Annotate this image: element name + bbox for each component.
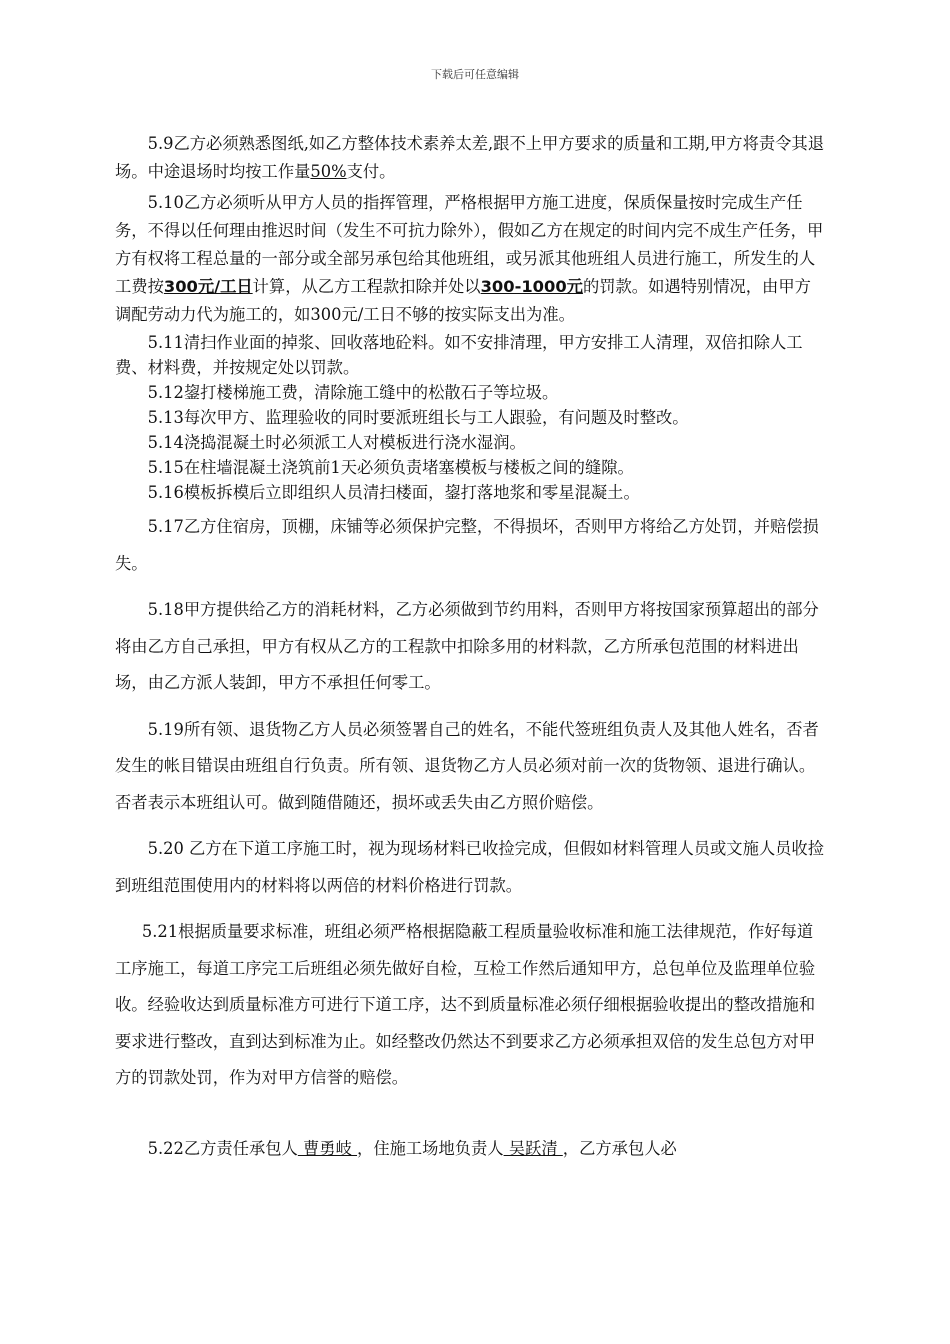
clause-5-10-text-3: 的罚款。如遇特别情况，由甲方调配劳动力代为施工的，如300元/工日不够的按实际支出为准。 [115, 277, 811, 324]
clause-5-22-text-1: 5.22乙方责任承包人 [147, 1138, 298, 1158]
clause-5-11: 5.11清扫作业面的掉浆、回收落地砼料。如不安排清理，甲方安排工人清理，双倍扣除人工费、材料费，并按规定处以罚款。 [115, 333, 803, 377]
clause-5-20: 5.20 乙方在下道工序施工时，视为现场材料已收捡完成，但假如材料管理人员或文施人员收捡到班组范围使用内的材料将以两倍的材料价格进行罚款。 [115, 839, 824, 895]
clause-5-16: 5.16模板拆模后立即组织人员清扫楼面，鋆打落地浆和零星混凝土。 [147, 483, 640, 502]
clause-5-19: 5.19所有领、退货物乙方人员必须签署自己的姓名，不能代签班组负责人及其他人姓名，否者发生的帐目错误由班组自行负责。所有领、退货物乙方人员必须对前一次的货物领、退进行确认。否者表示本班组认可。做到随借随还，损坏或丢失由乙方照价赔偿。 [115, 719, 819, 812]
clause-5-22 [115, 1131, 827, 1168]
clause-5-17: 5.17乙方住宿房，顶棚，床铺等必须保护完整，不得损坏，否则甲方将给乙方处罚，并赔偿损失。 [115, 517, 819, 573]
clause-5-10-text-1: 5.10乙方必须听从甲方人员的指挥管理，严格根据甲方施工进度，保质保量按时完成生产任务，不得以任何理由推迟时间（发生不可抗力除外），假如乙方在规定的时间内完不成生产任务，甲方有权将工程总量的一部分或全部另承包给其他班组，或另派其他班组人员进行施工，所发生的人工费按 [115, 193, 824, 296]
clause-5-9-tail: 支付。 [346, 162, 396, 181]
clause-5-10-fine-range: 300-1000元 [480, 277, 583, 296]
clause-5-12: 5.12鋆打楼梯施工费，清除施工缝中的松散石子等垃圾。 [147, 383, 559, 402]
clause-5-22-text-2: ，住施工场地负责人 [357, 1138, 504, 1158]
clause-5-10 [115, 189, 827, 329]
clause-5-9 [115, 130, 827, 186]
clause-5-14: 5.14浇捣混凝土时必须派工人对模板进行浇水湿润。 [147, 433, 526, 452]
clause-5-9-percent: 50% [310, 162, 347, 181]
clause-5-10-text-2: 计算，从乙方工程款扣除并处以 [252, 277, 481, 296]
clause-5-10-labor-rate: 300元/工日 [163, 277, 253, 296]
clause-5-22-site-manager-name: 吴跃清 [503, 1138, 563, 1158]
clause-5-18: 5.18甲方提供给乙方的消耗材料，乙方必须做到节约用料，否则甲方将按国家预算超出的部分将由乙方自己承担，甲方有权从乙方的工程款中扣除多用的材料款，乙方所承包范围的材料进出场，由乙方派人装卸，甲方不承担任何零工。 [115, 600, 819, 692]
document-body [115, 130, 827, 1167]
clause-5-22-text-3: ，乙方承包人必 [562, 1138, 677, 1158]
clause-5-21: 5.21根据质量要求标准，班组必须严格根据隐蔽工程质量验收标准和施工法律规范，作好每道工序施工，每道工序完工后班组必须先做好自检，互检工作然后通知甲方，总包单位及监理单位验收。经验收达到质量标准方可进行下道工序，达不到质量标准必须仔细根据验收提出的整改措施和要求进行整改，直到达到标准为止。如经整改仍然达不到要求乙方必须承担双倍的发生总包方对甲方的罚款处罚，作为对甲方信誉的赔偿。 [115, 922, 816, 1087]
clause-5-9-text: 5.9乙方必须熟悉图纸,如乙方整体技术素养太差,跟不上甲方要求的质量和工期,甲方将责令其退场。中途退场时均按工作量 [115, 134, 824, 181]
clause-5-13: 5.13每次甲方、监理验收的同时要派班组长与工人跟验，有问题及时整改。 [147, 408, 689, 427]
clause-5-15: 5.15在柱墙混凝土浇筑前1天必须负责堵塞模板与楼板之间的缝隙。 [147, 458, 634, 477]
page-header: 下载后可任意编辑 [431, 68, 519, 81]
clause-5-22-contractor-name: 曹勇岐 [297, 1138, 358, 1158]
